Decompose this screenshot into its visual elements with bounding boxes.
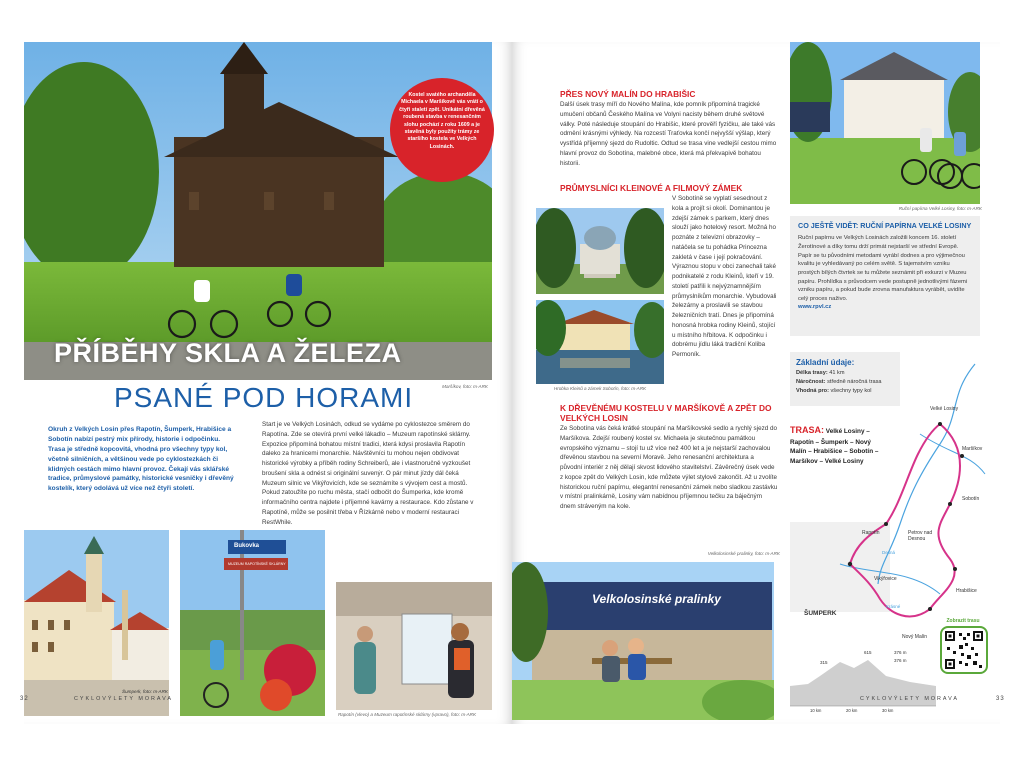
map-label-marsikov: Maršíkov [962, 446, 983, 452]
elev-label-315: 315 [820, 660, 828, 665]
see-also-heading: CO JEŠTĚ VIDĚT: RUČNÍ PAPÍRNA VELKÉ LOSINY [798, 221, 972, 230]
see-also-link[interactable]: www.rpvl.cz [798, 303, 832, 310]
see-also-text: Ruční papírnu ve Velkých Losinách založili koncem 16. století Žerotínové a díky tomu drží primát nejstarší ve střední Evropě. Papír se tu původními metodami vyrábí dodnes a pro výjimečnou kvalitu je vyhledávaný po celém světě. S tajemstvím vzniku prostých bílých čtvrtek se tu můžete seznámit při exkurzi v Muzeu papíru. Prohlídka s průvodcem vede postupně jednotlivými fázemi vzniku papíru, a pokud bude zrovna manufaktura vyrábět, uvidíte celý proces naživo. [798, 235, 968, 303]
map-label-sumperk: ŠUMPERK [804, 610, 837, 617]
section1-heading: PŘES NOVÝ MALÍN DO HRABIŠIC [560, 89, 696, 99]
see-also-box [790, 216, 980, 336]
map-label-velke-losiny: Velké Losiny [930, 406, 959, 412]
pralinky-sign-text: Velkolosinské pralinky [592, 592, 721, 606]
left-magazine-name: CYKLOVÝLETY MORAVA [74, 696, 173, 702]
elev-label-20km: 20 km [846, 708, 858, 713]
map-label-krasne: Krásné [886, 604, 901, 609]
photo-paper-mill [790, 42, 980, 204]
headline-bottom [114, 382, 434, 414]
map-label-novy-malin: Nový Malín [902, 634, 928, 640]
elev-label-30km: 30 km [882, 708, 894, 713]
pralinky-sign [592, 592, 762, 606]
intro-paragraph: Okruh z Velkých Losin přes Rapotín, Šumperk, Hrabišice a Sobotín nabízí pestrý mix přírody, historie i odpočinku. Trasa je středně kopcovitá, vhodná pro všechny typy kol, včetně silničních, a většinou vede po cyklostezkách či klidných cestách mimo hlavní provoz. Čekají vás sklářské tradice, průmyslové památky, historické vesničky i dřevěný kostelík, který odolává už více než čtyři století. [48, 426, 234, 493]
section1-text: Další úsek trasy míří do Nového Malína, kde pomník připomíná tragické umučení občanů Českého Malína ve Volyni nacisty během druhé světové války. Poté následuje stoupání do Hrabišic, které prověří fyzičku, ale také vás odmění krásnými výhledy. Na rozcestí Traťovka končí nejvyšší výšlap, který vystřídá příjemný sjezd do Rudoltic. Odtud se trasa vine vedlejší cestou mimo hlavní provoz do Sobotína, malebné obce, která má překvapivě bohatou historii. [560, 101, 777, 167]
right-magazine-name: CYKLOVÝLETY MORAVA [860, 696, 959, 702]
qr-code[interactable] [940, 626, 988, 674]
red-badge-text: Kostel svatého archanděla Michaela v Maršíkově vás vrátí o čtyři staletí zpět. Unikátní dřevěná roubená stavba v renesančním slohu pochází z roku 1609 a je stavěná byly použity trámy ze staršího kostela ve Velkých Losinách. [399, 92, 485, 150]
section3-heading: K DŘEVĚNÉMU KOSTELU V MARŠÍKOVĚ A ZPĚT DO VELKÝCH LOSIN [560, 403, 772, 423]
hero-caption: Maršíkov, foto: m-ARK [442, 384, 488, 389]
sign-museum-text: MUZEUM RAPOTÍNSKÉ SKLÁRNY [228, 562, 286, 566]
photo-glass-museum [336, 582, 492, 710]
map-label-vikyrovice: Vikýřovice [874, 576, 897, 582]
info-difficulty-key: Náročnost: [796, 379, 826, 386]
map-label-hrabisice: Hrabišice [956, 588, 977, 594]
section3-caption: Velkolosinské pralinky, foto: m-ARK [707, 551, 780, 556]
body-paragraph [262, 420, 476, 527]
right-page [512, 42, 1005, 724]
section2-text: V Sobotíně se vyplatí sesednout z kola a projít si okolí. Dominantou je zdejší zámek s parkem, který dnes slouží jako hotelový resort. Možná ho poznáte z televizní obrazovky – natáčela se tu pohádka Princezna zakletá v čase i její pokračování. Výraznou stopu v obci zanechali také podnikatelé z rodu Kleinů, kteří v 19. století patřili k nejvýznamnějším průmyslníkům monarchie. Vybudovali železárny a proslavili se stavbou železničních tratí. Dnes je připomíná honosná hrobka rodiny Kleinů, stojící u místního hřbitova. K odpočinku i dobrému jídlu láká tradiční Koliba Permoník. [672, 195, 777, 358]
photo-rapotin-cyclist [180, 530, 325, 716]
route-text: Velké Losiny – Rapotín – Šumperk – Nový Malín – Hrabišice – Sobotín – Maršíkov – Velké Losiny [790, 428, 879, 465]
route-map [790, 354, 990, 644]
body-text: Start je ve Velkých Losinách, odkud se vydáme po cyklostezce směrem do Rapotína. Zde se otevírá první velké lákadlo – Muzeum rapotínské sklárny. Expozice připomíná bohatou místní tradici, která kdysi proslavila Rapotín daleko za hranicemi monarchie. Návštěvníci tu mohou nejen obdivovat historické výrobky a příběh rodiny Schreiberů, ale i vlastnoručně vyzkoušet broušení skla a odnést si originální suvenýr. O pár minut jízdy dál čeká Muzeum silnic ve Vikýřovicích, kde se seznámíte s vývojem cest a mostů. Pokud zatoužíte po ruchu města, stačí odbočit do Šumperka, kde kromě informačního centra najdete i příjemné kavárny a restaurace. Kdo zůstane v Rapotíně, může se posilnit třeba v Řízkárně nebo v moderní restauraci RestWhile. [262, 421, 474, 526]
headline-top [54, 338, 454, 369]
info-difficulty-value: středně náročná trasa [827, 379, 882, 386]
map-label-desna: Desná [882, 550, 896, 555]
basic-info-heading: Základní údaje: [796, 358, 855, 367]
elev-label-10km: 10 km [810, 708, 822, 713]
left-page-number: 32 [20, 696, 29, 702]
map-label-rapotin: Rapotín [862, 530, 880, 536]
photo-sumperk-caption: Šumperk, foto: m-ARK [122, 689, 168, 694]
elev-label-376b: 376 m [894, 658, 907, 663]
paper-mill-caption: Ruční papírna Velké Losiny, foto: m-ARK [898, 206, 982, 211]
elevation-profile [790, 646, 936, 712]
route-heading: TRASA: [790, 425, 824, 435]
headline-top-text: PŘÍBĚHY SKLA A ŽELEZA [54, 338, 402, 368]
qr-label: Zobrazit trasu [946, 618, 980, 624]
elev-label-615: 615 [864, 650, 872, 655]
elev-label-376a: 376 m [894, 650, 907, 655]
info-suitable-key: Vhodná pro: [796, 387, 829, 394]
info-length-value: 41 km [829, 370, 845, 377]
photo-klein-tomb [536, 208, 664, 294]
info-length-key: Délka trasy: [796, 370, 828, 377]
headline-bottom-text: PSANÉ POD HORAMI [114, 382, 414, 413]
map-label-sobotin: Sobotín [962, 496, 980, 502]
left-page [20, 42, 512, 724]
section3-text: Ze Sobotína vás čeká krátké stoupání na Maršíkovské sedlo a rychlý sjezd do Maršíkova. Zdejší roubený kostel sv. Michaela je skutečnou památkou evropského významu – stojí tu už více než 400 let a je nejstarší zachovalou dřevěnou stavbou na severní Moravě. Jeho renesanční architektura a původní interiér z něj dělají skvost lidového stavitelství. Závěrečný úsek vede z kopce zpět do Velkých Losin, kde můžete výlet stylově zakončit. Až u zvolíte historickou ruční papírnu, elegantní renesanční zámek nebo sladkou zastávku v místní pralinkárně, Losiny vám nabídnou příjemnou tečku za báječným dnem stráveným na kole. [560, 425, 778, 510]
right-page-number: 33 [996, 696, 1005, 702]
sign-museum [226, 559, 288, 569]
map-label-petrov: Petrov nad Desnou [908, 530, 933, 542]
sign-bukovka-text: Bukovka [234, 543, 260, 549]
photo-pralinky [512, 562, 774, 720]
photo-glass-museum-caption: Rapotín (vlevo) a Muzeum rapotínské sklárny (vpravo), foto: m-ARK [337, 712, 477, 717]
section2-caption: Hrobka Kleinů a zámek Sobotín, foto: m-ARK [553, 386, 647, 391]
section2-heading: PRŮMYSLNÍCI KLEINOVÉ A FILMOVÝ ZÁMEK [560, 183, 743, 193]
red-badge [390, 78, 494, 182]
sign-bukovka [230, 540, 284, 552]
photo-sobotin-chateau [536, 300, 664, 384]
info-suitable-value: všechny typy kol [830, 387, 872, 394]
